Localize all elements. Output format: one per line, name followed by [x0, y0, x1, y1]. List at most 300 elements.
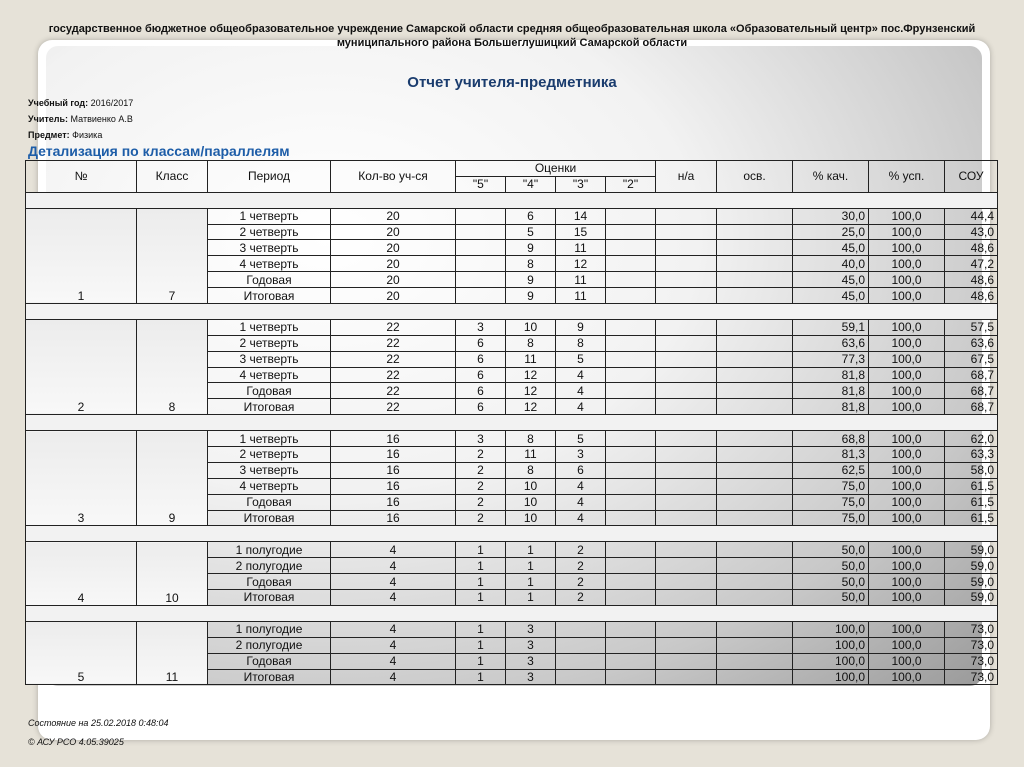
col-class: Класс [137, 161, 208, 193]
cell-g5: 2 [456, 494, 506, 510]
col-grade-4: "4" [506, 176, 556, 192]
cell-count: 4 [331, 669, 456, 685]
cell-na [656, 367, 717, 383]
cell-g3: 9 [556, 319, 606, 335]
cell-count: 20 [331, 208, 456, 224]
cell-usp: 100,0 [869, 590, 945, 606]
cell-usp: 100,0 [869, 224, 945, 240]
cell-period: Итоговая [208, 510, 331, 526]
cell-g3: 2 [556, 574, 606, 590]
group-separator [26, 526, 998, 542]
cell-g4: 10 [506, 494, 556, 510]
cell-na [656, 462, 717, 478]
cell-kach: 50,0 [793, 590, 869, 606]
cell-g3: 4 [556, 367, 606, 383]
cell-count: 22 [331, 399, 456, 415]
cell-g3: 15 [556, 224, 606, 240]
cell-g5: 2 [456, 510, 506, 526]
cell-usp: 100,0 [869, 462, 945, 478]
cell-g2 [606, 637, 656, 653]
cell-g3: 6 [556, 462, 606, 478]
cell-na [656, 621, 717, 637]
cell-g4: 6 [506, 208, 556, 224]
cell-g3: 8 [556, 335, 606, 351]
cell-kach: 100,0 [793, 653, 869, 669]
cell-sou: 43,0 [945, 224, 998, 240]
cell-osv [717, 367, 793, 383]
cell-g3 [556, 637, 606, 653]
cell-kach: 50,0 [793, 574, 869, 590]
cell-g4: 8 [506, 256, 556, 272]
cell-g4: 8 [506, 462, 556, 478]
cell-g5: 1 [456, 653, 506, 669]
cell-na [656, 669, 717, 685]
cell-count: 16 [331, 462, 456, 478]
cell-period: Итоговая [208, 590, 331, 606]
cell-sou: 61,5 [945, 478, 998, 494]
cell-osv [717, 224, 793, 240]
cell-kach: 68,8 [793, 431, 869, 447]
cell-osv [717, 208, 793, 224]
cell-g5: 1 [456, 542, 506, 558]
separator-cell [26, 304, 998, 320]
table-body [26, 192, 998, 685]
cell-osv [717, 558, 793, 574]
cell-g4: 5 [506, 224, 556, 240]
cell-sou: 59,0 [945, 574, 998, 590]
meta-year [28, 98, 133, 108]
cell-g5: 2 [456, 478, 506, 494]
cell-g4: 10 [506, 319, 556, 335]
cell-osv [717, 669, 793, 685]
cell-g5 [456, 272, 506, 288]
cell-period: 1 четверть [208, 208, 331, 224]
cell-period: Годовая [208, 494, 331, 510]
cell-g4: 12 [506, 367, 556, 383]
col-na: н/а [656, 161, 717, 193]
cell-g3: 4 [556, 510, 606, 526]
row-num-cell: 3 [26, 431, 137, 526]
cell-kach: 50,0 [793, 558, 869, 574]
cell-na [656, 510, 717, 526]
cell-period: 2 четверть [208, 335, 331, 351]
cell-kach: 62,5 [793, 462, 869, 478]
cell-g5: 1 [456, 637, 506, 653]
cell-period: 2 четверть [208, 447, 331, 463]
teacher-label: Учитель: [28, 114, 69, 124]
cell-count: 16 [331, 431, 456, 447]
row-num-cell: 1 [26, 208, 137, 303]
cell-g5: 1 [456, 669, 506, 685]
org-line-1: государственное бюджетное общеобразовательное учреждение Самарской области средняя общеобразовательная школа «Образовательный центр» пос.Фрунзенский [48, 23, 976, 35]
cell-sou: 59,0 [945, 590, 998, 606]
cell-g3: 2 [556, 558, 606, 574]
cell-g5: 3 [456, 319, 506, 335]
cell-na [656, 558, 717, 574]
row-num-cell: 5 [26, 621, 137, 685]
org-line-2: муниципального района Большеглушицкий Самарской области [336, 37, 688, 49]
cell-kach: 59,1 [793, 319, 869, 335]
cell-kach: 45,0 [793, 240, 869, 256]
group-separator [26, 304, 998, 320]
cell-kach: 50,0 [793, 542, 869, 558]
cell-period: 2 полугодие [208, 558, 331, 574]
cell-g4: 3 [506, 637, 556, 653]
cell-sou: 67,5 [945, 351, 998, 367]
cell-na [656, 383, 717, 399]
cell-usp: 100,0 [869, 574, 945, 590]
cell-count: 16 [331, 494, 456, 510]
cell-g2 [606, 542, 656, 558]
meta-subject [28, 130, 102, 140]
col-sou: СОУ [945, 161, 998, 193]
cell-na [656, 208, 717, 224]
cell-usp: 100,0 [869, 383, 945, 399]
cell-g5: 3 [456, 431, 506, 447]
row-class-cell: 9 [137, 431, 208, 526]
col-grade-3: "3" [556, 176, 606, 192]
cell-g5 [456, 288, 506, 304]
cell-g2 [606, 478, 656, 494]
cell-usp: 100,0 [869, 510, 945, 526]
cell-sou: 58,0 [945, 462, 998, 478]
cell-g2 [606, 574, 656, 590]
col-count: Кол-во уч-ся [331, 161, 456, 193]
cell-kach: 77,3 [793, 351, 869, 367]
cell-g2 [606, 431, 656, 447]
cell-osv [717, 351, 793, 367]
cell-usp: 100,0 [869, 431, 945, 447]
cell-g4: 3 [506, 621, 556, 637]
cell-sou: 59,0 [945, 542, 998, 558]
cell-g3: 4 [556, 494, 606, 510]
cell-period: 1 четверть [208, 431, 331, 447]
cell-period: Годовая [208, 383, 331, 399]
cell-g3: 14 [556, 208, 606, 224]
cell-sou: 62,0 [945, 431, 998, 447]
cell-period: 4 четверть [208, 367, 331, 383]
cell-usp: 100,0 [869, 447, 945, 463]
cell-na [656, 574, 717, 590]
cell-g5 [456, 224, 506, 240]
cell-period: Годовая [208, 653, 331, 669]
cell-g2 [606, 653, 656, 669]
cell-na [656, 224, 717, 240]
cell-g2 [606, 590, 656, 606]
cell-count: 22 [331, 335, 456, 351]
cell-g2 [606, 319, 656, 335]
cell-sou: 63,6 [945, 335, 998, 351]
cell-osv [717, 574, 793, 590]
cell-usp: 100,0 [869, 319, 945, 335]
separator-cell [26, 605, 998, 621]
cell-na [656, 319, 717, 335]
cell-sou: 73,0 [945, 621, 998, 637]
cell-kach: 75,0 [793, 478, 869, 494]
cell-kach: 45,0 [793, 272, 869, 288]
row-class-cell: 10 [137, 542, 208, 606]
meta-teacher [28, 114, 133, 124]
cell-osv [717, 637, 793, 653]
cell-na [656, 590, 717, 606]
cell-osv [717, 335, 793, 351]
cell-g3: 12 [556, 256, 606, 272]
col-grade-2: "2" [606, 176, 656, 192]
cell-osv [717, 447, 793, 463]
cell-sou: 68,7 [945, 367, 998, 383]
table-row [26, 621, 998, 637]
cell-kach: 45,0 [793, 288, 869, 304]
cell-period: 2 четверть [208, 224, 331, 240]
cell-osv [717, 256, 793, 272]
cell-g2 [606, 510, 656, 526]
cell-g4: 9 [506, 288, 556, 304]
separator-cell [26, 526, 998, 542]
cell-period: 3 четверть [208, 462, 331, 478]
table-row [26, 319, 998, 335]
cell-usp: 100,0 [869, 351, 945, 367]
cell-na [656, 542, 717, 558]
cell-na [656, 653, 717, 669]
col-usp: % усп. [869, 161, 945, 193]
cell-osv [717, 399, 793, 415]
cell-g2 [606, 335, 656, 351]
section-title: Детализация по классам/параллелям [28, 143, 290, 159]
cell-g5: 6 [456, 351, 506, 367]
cell-count: 4 [331, 558, 456, 574]
cell-usp: 100,0 [869, 288, 945, 304]
cell-sou: 68,7 [945, 383, 998, 399]
cell-count: 22 [331, 367, 456, 383]
report-table [25, 160, 998, 685]
cell-g3: 2 [556, 590, 606, 606]
cell-g4: 10 [506, 510, 556, 526]
cell-g3: 4 [556, 478, 606, 494]
cell-g5: 1 [456, 621, 506, 637]
cell-na [656, 272, 717, 288]
cell-g2 [606, 669, 656, 685]
cell-g2 [606, 240, 656, 256]
row-class-cell: 11 [137, 621, 208, 685]
cell-usp: 100,0 [869, 367, 945, 383]
cell-usp: 100,0 [869, 558, 945, 574]
cell-count: 22 [331, 351, 456, 367]
cell-count: 20 [331, 256, 456, 272]
cell-na [656, 335, 717, 351]
cell-na [656, 447, 717, 463]
cell-g3 [556, 669, 606, 685]
group-separator [26, 192, 998, 208]
cell-na [656, 431, 717, 447]
subject-label: Предмет: [28, 130, 70, 140]
col-num: № [26, 161, 137, 193]
cell-kach: 81,3 [793, 447, 869, 463]
cell-osv [717, 383, 793, 399]
cell-sou: 68,7 [945, 399, 998, 415]
row-class-cell: 8 [137, 319, 208, 414]
cell-g4: 11 [506, 447, 556, 463]
cell-g4: 10 [506, 478, 556, 494]
cell-period: Итоговая [208, 399, 331, 415]
cell-g4: 9 [506, 240, 556, 256]
cell-g2 [606, 256, 656, 272]
cell-na [656, 494, 717, 510]
col-grades: Оценки [456, 161, 656, 177]
cell-period: Итоговая [208, 669, 331, 685]
cell-sou: 73,0 [945, 669, 998, 685]
cell-osv [717, 288, 793, 304]
cell-g3: 2 [556, 542, 606, 558]
cell-na [656, 288, 717, 304]
cell-g3 [556, 653, 606, 669]
cell-g5 [456, 256, 506, 272]
cell-g4: 1 [506, 542, 556, 558]
cell-g4: 12 [506, 399, 556, 415]
row-num-cell: 4 [26, 542, 137, 606]
cell-sou: 47,2 [945, 256, 998, 272]
cell-g4: 9 [506, 272, 556, 288]
cell-g2 [606, 621, 656, 637]
cell-usp: 100,0 [869, 653, 945, 669]
col-grade-5: "5" [456, 176, 506, 192]
cell-sou: 57,5 [945, 319, 998, 335]
cell-osv [717, 542, 793, 558]
cell-kach: 100,0 [793, 621, 869, 637]
cell-count: 4 [331, 590, 456, 606]
cell-g2 [606, 494, 656, 510]
cell-g2 [606, 272, 656, 288]
cell-osv [717, 431, 793, 447]
cell-sou: 73,0 [945, 637, 998, 653]
cell-count: 4 [331, 574, 456, 590]
cell-kach: 75,0 [793, 494, 869, 510]
cell-g2 [606, 224, 656, 240]
cell-count: 20 [331, 288, 456, 304]
cell-sou: 44,4 [945, 208, 998, 224]
cell-g2 [606, 208, 656, 224]
cell-kach: 81,8 [793, 367, 869, 383]
cell-usp: 100,0 [869, 542, 945, 558]
cell-g5: 6 [456, 367, 506, 383]
cell-g4: 1 [506, 574, 556, 590]
table-row [26, 542, 998, 558]
cell-g3: 5 [556, 431, 606, 447]
cell-g2 [606, 447, 656, 463]
cell-na [656, 240, 717, 256]
group-separator [26, 415, 998, 431]
cell-osv [717, 462, 793, 478]
separator-cell [26, 192, 998, 208]
table-row [26, 208, 998, 224]
cell-sou: 61,5 [945, 510, 998, 526]
cell-sou: 59,0 [945, 558, 998, 574]
cell-count: 4 [331, 653, 456, 669]
cell-period: Итоговая [208, 288, 331, 304]
cell-g5: 2 [456, 462, 506, 478]
cell-osv [717, 478, 793, 494]
year-value: 2016/2017 [90, 98, 134, 108]
cell-g3 [556, 621, 606, 637]
footer-state: Состояние на 25.02.2018 0:48:04 [28, 718, 169, 728]
table-row [26, 431, 998, 447]
cell-g3: 11 [556, 272, 606, 288]
cell-g2 [606, 351, 656, 367]
cell-g5 [456, 208, 506, 224]
cell-period: 1 полугодие [208, 621, 331, 637]
cell-count: 4 [331, 637, 456, 653]
report-title: Отчет учителя-предметника [407, 74, 617, 91]
cell-na [656, 351, 717, 367]
col-osv: осв. [717, 161, 793, 193]
cell-usp: 100,0 [869, 335, 945, 351]
cell-kach: 25,0 [793, 224, 869, 240]
cell-g5: 6 [456, 335, 506, 351]
cell-sou: 61,5 [945, 494, 998, 510]
cell-g5: 6 [456, 383, 506, 399]
cell-g5: 1 [456, 558, 506, 574]
cell-g3: 3 [556, 447, 606, 463]
cell-osv [717, 272, 793, 288]
cell-usp: 100,0 [869, 399, 945, 415]
cell-g4: 8 [506, 431, 556, 447]
cell-g2 [606, 462, 656, 478]
col-period: Период [208, 161, 331, 193]
cell-g4: 1 [506, 558, 556, 574]
row-num-cell: 2 [26, 319, 137, 414]
cell-g3: 11 [556, 240, 606, 256]
cell-count: 4 [331, 542, 456, 558]
cell-osv [717, 621, 793, 637]
cell-kach: 100,0 [793, 669, 869, 685]
cell-sou: 48,6 [945, 272, 998, 288]
group-separator [26, 605, 998, 621]
cell-period: 1 полугодие [208, 542, 331, 558]
subject-value: Физика [72, 130, 103, 140]
cell-g5 [456, 240, 506, 256]
cell-count: 16 [331, 478, 456, 494]
cell-kach: 81,8 [793, 399, 869, 415]
organization-header [0, 22, 1024, 50]
cell-g4: 12 [506, 383, 556, 399]
cell-g5: 2 [456, 447, 506, 463]
cell-g2 [606, 399, 656, 415]
cell-period: 2 полугодие [208, 637, 331, 653]
cell-na [656, 256, 717, 272]
footer-version: © АСУ РСО 4.05.39025 [28, 737, 124, 747]
cell-na [656, 478, 717, 494]
cell-na [656, 399, 717, 415]
cell-period: 4 четверть [208, 478, 331, 494]
cell-usp: 100,0 [869, 621, 945, 637]
cell-g3: 4 [556, 383, 606, 399]
cell-count: 22 [331, 383, 456, 399]
cell-g3: 11 [556, 288, 606, 304]
cell-osv [717, 653, 793, 669]
cell-usp: 100,0 [869, 669, 945, 685]
cell-usp: 100,0 [869, 637, 945, 653]
cell-usp: 100,0 [869, 478, 945, 494]
cell-count: 16 [331, 510, 456, 526]
teacher-value: Матвиенко А.В [70, 114, 133, 124]
cell-osv [717, 240, 793, 256]
cell-g3: 5 [556, 351, 606, 367]
row-class-cell: 7 [137, 208, 208, 303]
cell-kach: 63,6 [793, 335, 869, 351]
cell-count: 20 [331, 272, 456, 288]
cell-sou: 63,3 [945, 447, 998, 463]
cell-period: 3 четверть [208, 240, 331, 256]
cell-kach: 40,0 [793, 256, 869, 272]
